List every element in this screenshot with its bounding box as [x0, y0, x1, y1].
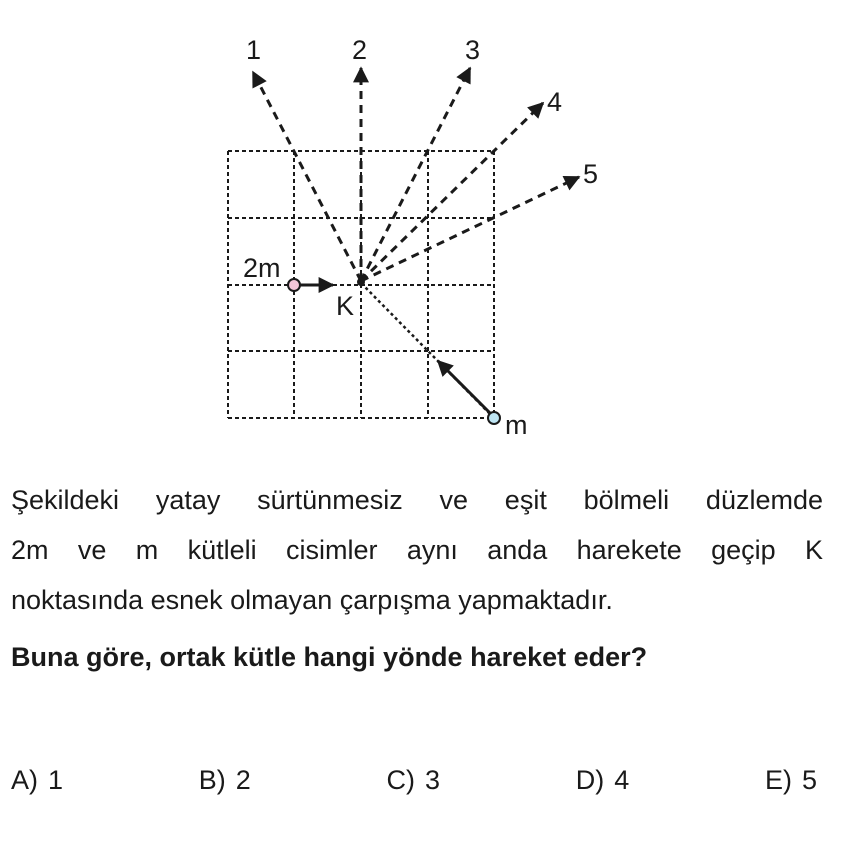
- option-a[interactable]: [11, 755, 63, 805]
- question-prompt: Buna göre, ortak kütle hangi yönde hareket eder?: [11, 642, 648, 672]
- option-b-value: 2: [235, 765, 251, 795]
- velocity-arrow-m: [438, 361, 490, 413]
- option-c-letter: C): [386, 765, 415, 795]
- direction-arrow-3: [361, 68, 470, 281]
- option-b-letter: B): [198, 765, 226, 795]
- mass-2m-label: 2m: [243, 253, 281, 283]
- option-a-value: 1: [48, 765, 64, 795]
- collision-point-label: K: [336, 291, 355, 321]
- direction-arrow-4: [361, 103, 543, 281]
- collision-point-k: [357, 278, 365, 286]
- question-line-3: noktasında esnek olmayan çarpışma yapmaktadır.: [11, 585, 613, 615]
- mass-2m: [288, 279, 300, 291]
- option-d-letter: D): [575, 765, 605, 795]
- option-c-value: 3: [424, 765, 440, 795]
- direction-label-2: 2: [352, 35, 368, 65]
- option-d[interactable]: [576, 755, 630, 805]
- option-e[interactable]: [765, 755, 817, 805]
- question-line-1: Şekildeki yatay sürtünmesiz ve eşit bölmeli düzlemde: [11, 485, 823, 515]
- direction-label-3: 3: [465, 35, 481, 65]
- direction-label-1: 1: [246, 35, 262, 65]
- mass-m: [488, 412, 500, 424]
- direction-label-4: 4: [547, 87, 563, 117]
- option-e-value: 5: [801, 765, 817, 795]
- option-a-letter: A): [11, 765, 38, 795]
- direction-arrow-5: [361, 177, 579, 281]
- question-line-2: 2m ve m kütleli cisimler aynı anda harekete geçip K: [11, 535, 823, 565]
- question-text: [11, 475, 823, 625]
- answer-options: [11, 755, 817, 805]
- direction-arrow-1: [253, 72, 361, 281]
- direction-label-5: 5: [583, 159, 599, 189]
- option-d-value: 4: [614, 765, 630, 795]
- option-c[interactable]: [386, 755, 440, 805]
- mass-m-label: m: [505, 410, 528, 440]
- option-b[interactable]: [199, 755, 251, 805]
- option-e-letter: E): [764, 765, 792, 795]
